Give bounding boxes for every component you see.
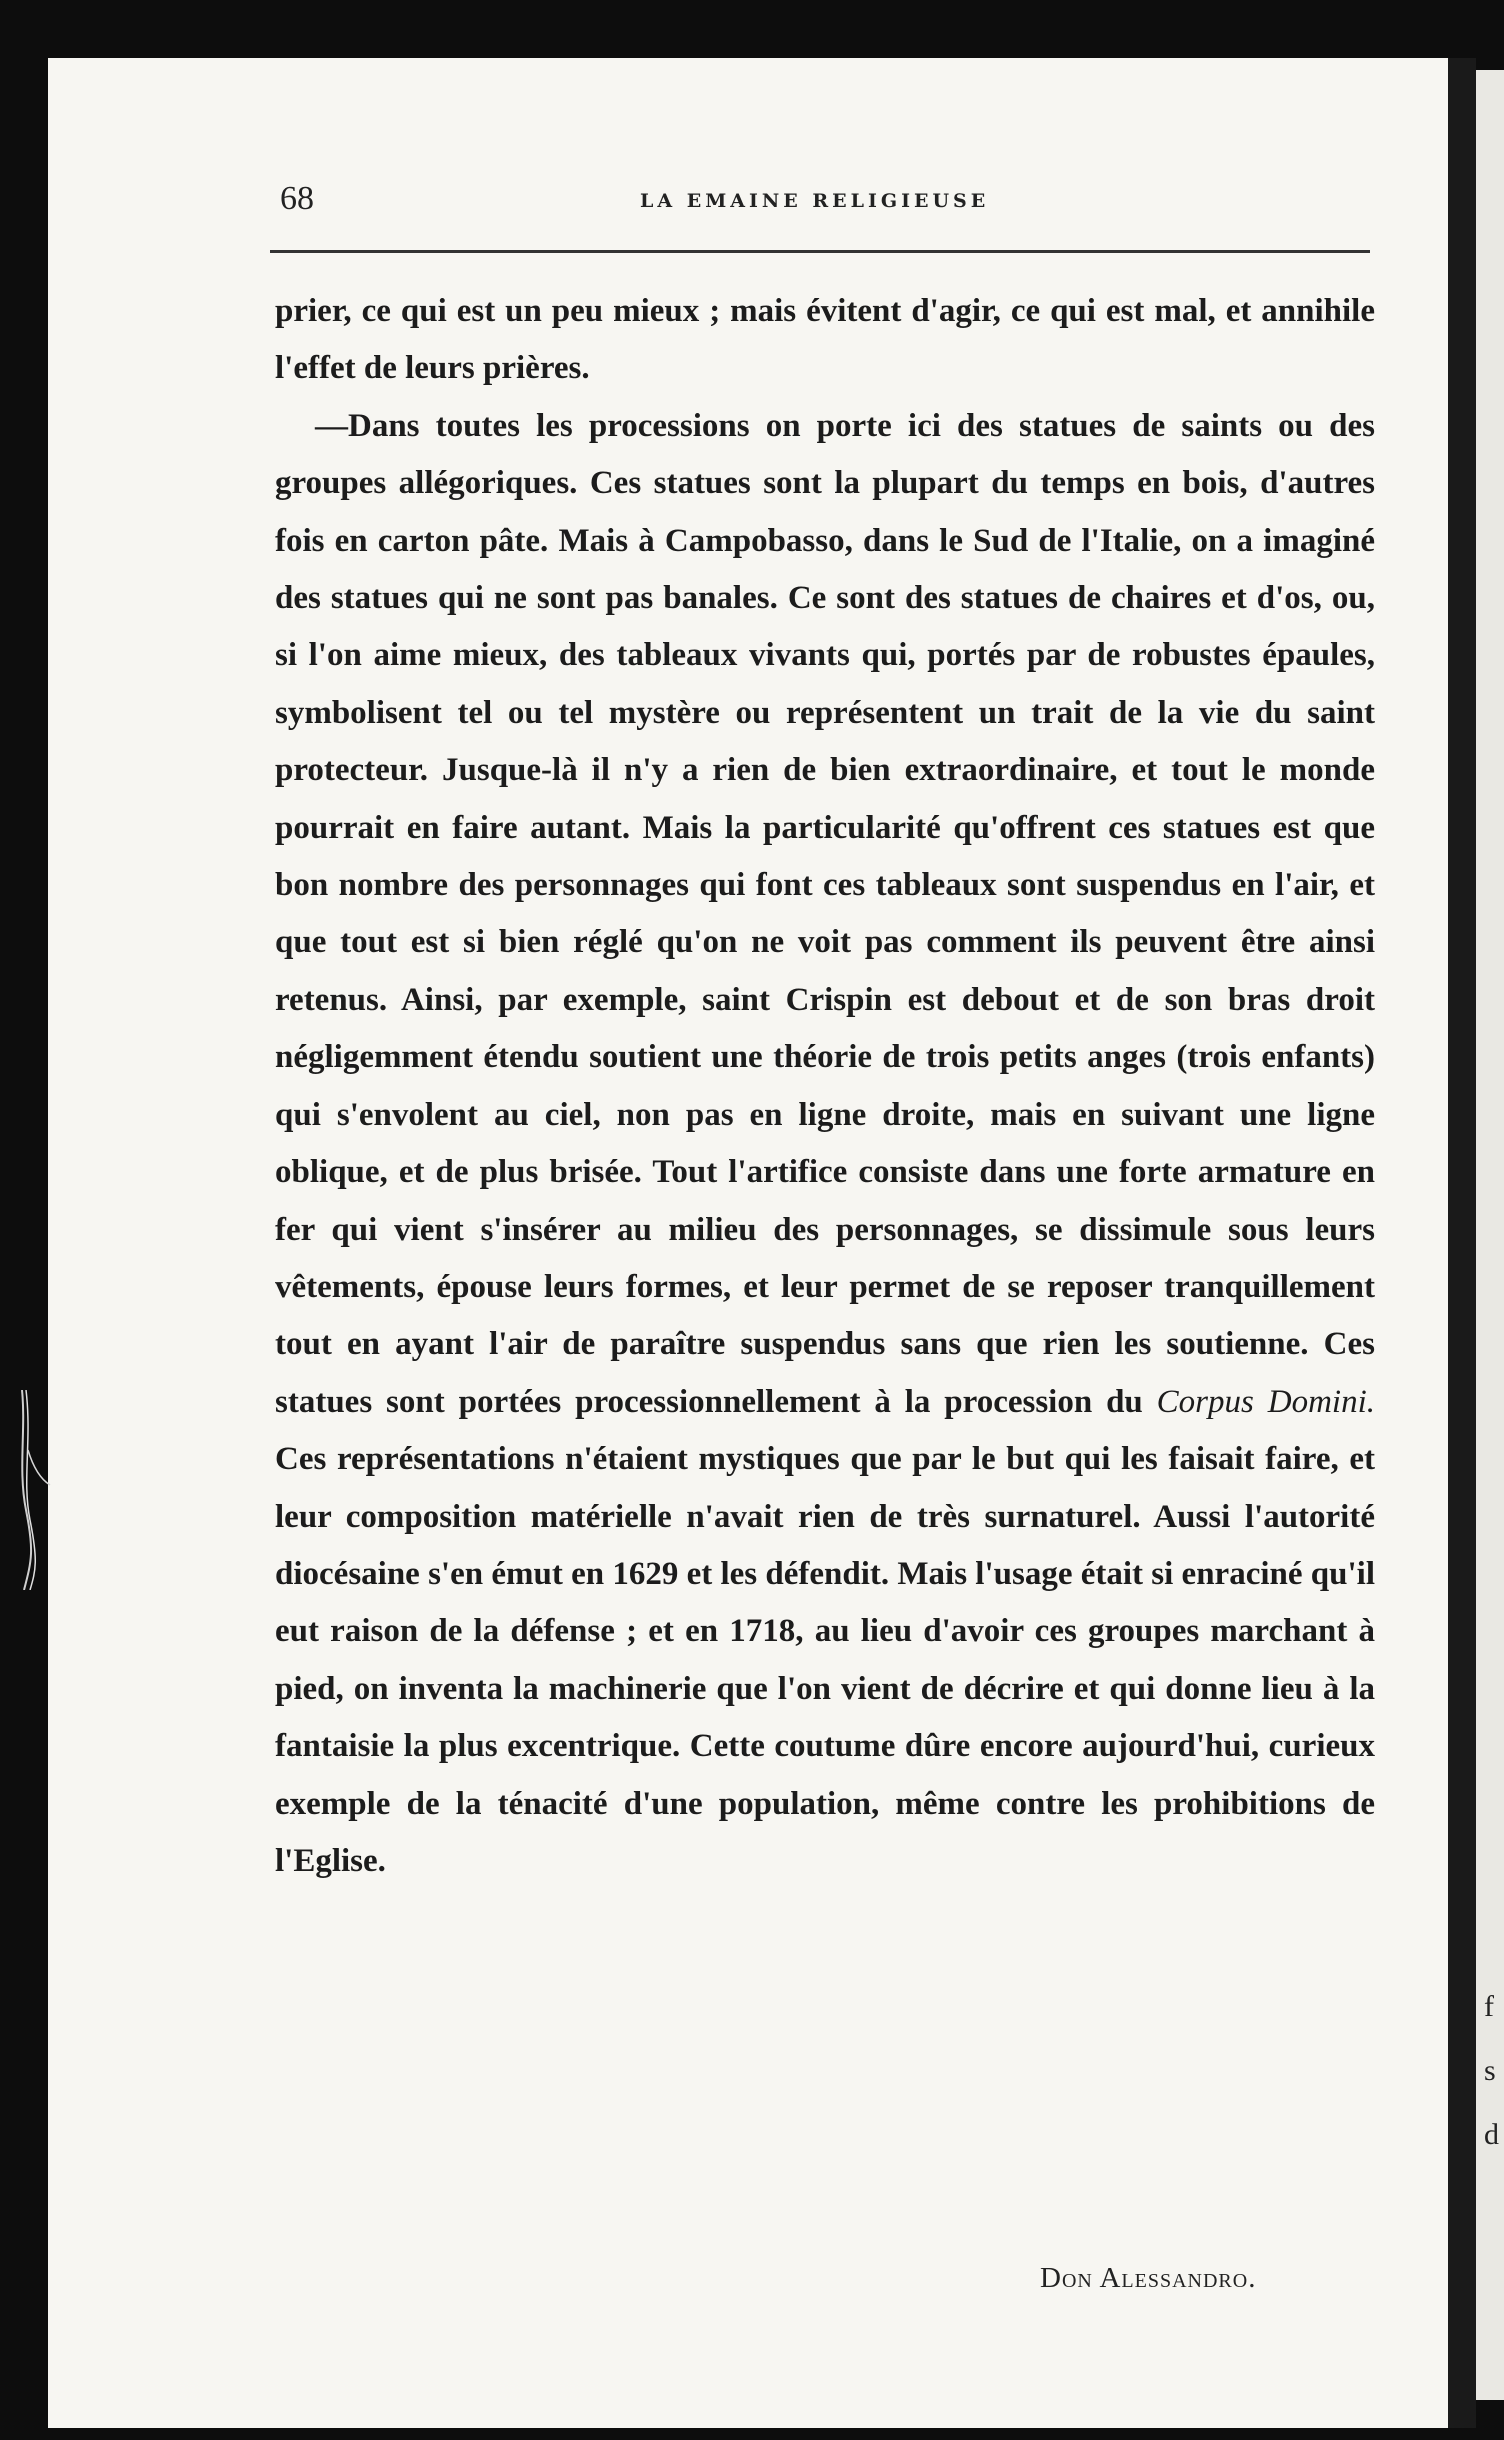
article-body: [275, 283, 1375, 1890]
paragraph-text: Ces représentations n'étaient mystiques que par le but qui les faisait faire, et leur composition matérielle n'avait rien de très surnaturel. Aussi l'autorité diocésaine s'en émut en 1629 et les défendit. Mais l'usage était si enraciné qu'il eut raison de la défense ; et en 1718, au lieu d'avoir ces groupes marchant à pied, on inventa la machinerie que l'on vient de décrire et qui donne lieu à la fantaisie la plus excentrique. Cette coutume dûre encore aujourd'hui, curieux exemple de la ténacité d'une population, même contre les prohibitions de l'Eglise.: [275, 1441, 1375, 1879]
page-gutter: [1448, 58, 1476, 2428]
page-number: 68: [280, 180, 314, 217]
adjacent-page-fragment: f: [1484, 1990, 1494, 2023]
work-title: Corpus Domini.: [1156, 1383, 1375, 1420]
header-rule: [270, 250, 1370, 253]
author-signature: Don Alessandro.: [1040, 2262, 1257, 2294]
binding-thread: [12, 1390, 52, 1590]
adjacent-page-fragment: d: [1484, 2118, 1499, 2151]
adjacent-page-fragment: s: [1484, 2054, 1496, 2087]
page-header: [280, 180, 1370, 230]
running-head: LA EMAINE RELIGIEUSE: [640, 190, 990, 212]
adjacent-page-edge: [1476, 70, 1504, 2400]
paragraph: [275, 398, 1375, 1891]
paragraph-text: —Dans toutes les processions on porte ici des statues de saints ou des groupes allégoriques. Ces statues sont la plupart du temps en bois, d'autres fois en carton pâte. Mais à Campobasso, dans le Sud de l'Italie, on a imaginé des statues qui ne sont pas banales. Ce sont des statues de chaires et d'os, ou, si l'on aime mieux, des tableaux vivants qui, portés par de robustes épaules, symbolisent tel ou tel mystère ou représentent un trait de la vie du saint protecteur. Jusque-là il n'y a rien de bien extraordinaire, et tout le monde pourrait en faire autant. Mais la particularité qu'offrent ces statues est que bon nombre des personnages qui font ces tableaux sont suspendus en l'air, et que tout est si bien réglé qu'on ne voit pas comment ils peuvent être ainsi retenus. Ainsi, par exemple, saint Crispin est debout et de son bras droit négligemment étendu soutient une théorie de trois petits anges (trois enfants) qui s'envolent au ciel, non pas en ligne droite, mais en suivant une ligne oblique, et de plus brisée. Tout l'artifice consiste dans une forte armature en fer qui vient s'insérer au milieu des personnages, se dissimule sous leurs vêtements, épouse leurs formes, et leur permet de se reposer tranquillement tout en ayant l'air de paraître suspendus sans que rien les soutienne. Ces statues sont portées processionnellement à la procession du: [275, 407, 1375, 1420]
paragraph: prier, ce qui est un peu mieux ; mais évitent d'agir, ce qui est mal, et annihile l'effet de leurs prières.: [275, 293, 1375, 387]
